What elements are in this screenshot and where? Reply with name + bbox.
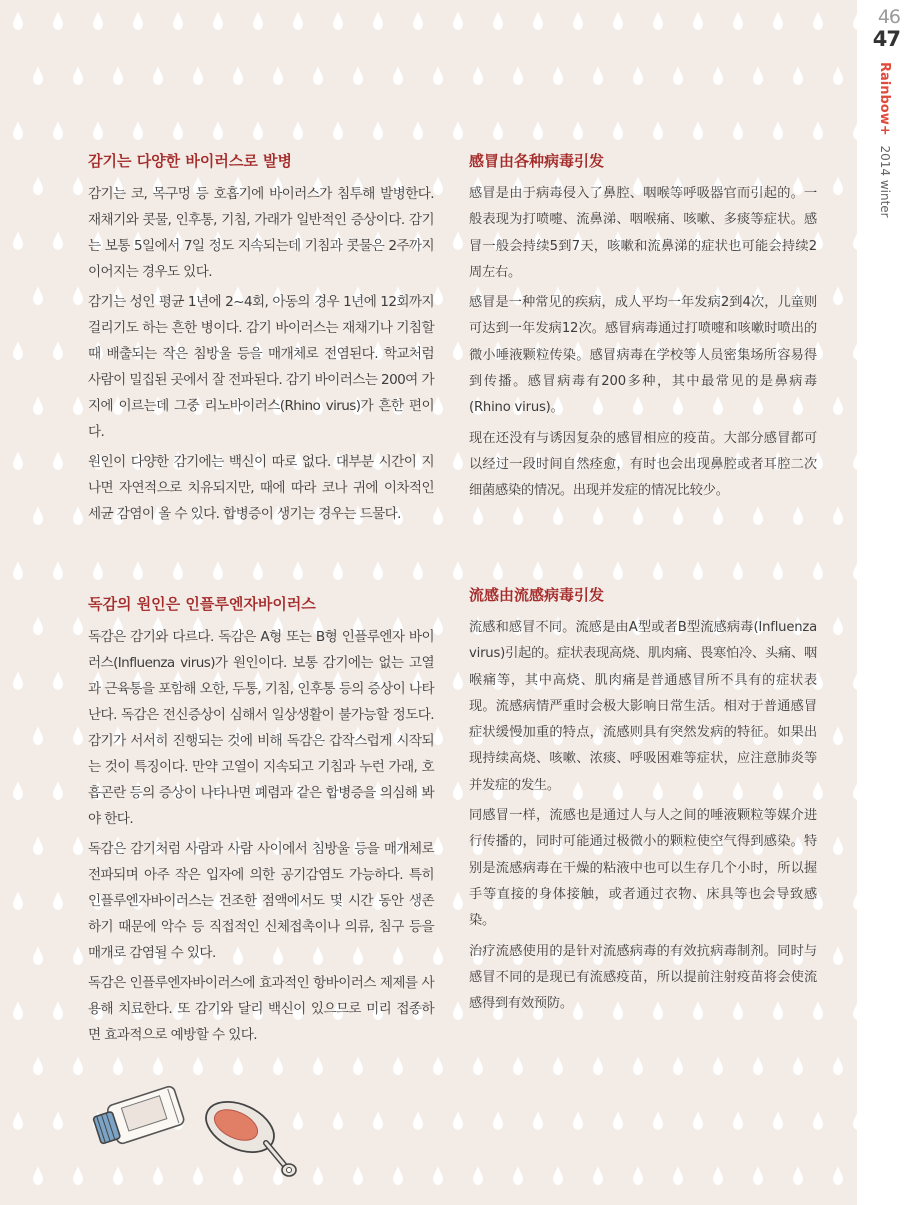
raindrop	[313, 1166, 323, 1185]
raindrop	[633, 1056, 643, 1075]
raindrop	[233, 66, 243, 85]
raindrop	[473, 506, 483, 525]
raindrop	[293, 121, 303, 140]
rainbow-logo: Rainbow+	[877, 62, 892, 136]
raindrop	[613, 561, 623, 580]
raindrop	[73, 1166, 83, 1185]
medicine-bottle-and-spoon-illustration	[90, 1075, 310, 1185]
raindrop	[13, 341, 23, 360]
raindrop	[493, 121, 503, 140]
raindrop	[653, 1111, 663, 1130]
section-title: 流感由流感病毒引发	[469, 586, 605, 604]
paragraph: 感冒是一种常见的疾病，成人平均一年发病2到4次，儿童则可达到一年发病12次。感冒病毒通过打喷嚏和咳嗽时喷出的微小唾液颗粒传染。感冒病毒在学校等人员密集场所容易得到传播。感冒病毒有200多种，其中最常见的是鼻病毒(Rhino virus)。	[469, 295, 817, 416]
raindrop	[693, 11, 703, 30]
raindrop	[693, 1111, 703, 1130]
paragraph: 现在还没有与诱因复杂的感冒相应的疫苗。大部分感冒都可以经过一段时间自然痊愈，有时也会出现鼻腔或者耳腔二次细菌感染的情况。出现并发症的情况比较少。	[469, 430, 817, 499]
section-flu-korean	[88, 593, 434, 1052]
raindrop	[453, 121, 463, 140]
raindrop	[453, 891, 463, 910]
paragraph: 同感冒一样，流感也是通过人与人之间的唾液颗粒等媒介进行传播的，同时可能通过极微小的颗粒使空气得到感染。特别是流感病毒在干燥的粘液中也可以生存几个小时，所以握手等直接的身体接触，或者通过衣物、床具等也会导致感染。	[469, 808, 817, 929]
raindrop	[613, 121, 623, 140]
section-title: 독감의 원인은 인플루엔자바이러스	[88, 595, 316, 613]
paragraph: 원인이 다양한 감기에는 백신이 따로 없다. 대부분 시간이 지나면 자연적으로 치유되지만, 때에 따라 코나 귀에 이차적인 세균 감염이 올 수 있다. 합병증이 생기는 경우는 드물다.	[88, 454, 434, 522]
raindrop	[253, 561, 263, 580]
raindrop	[273, 66, 283, 85]
raindrop	[833, 396, 843, 415]
raindrop	[33, 726, 43, 745]
raindrop	[673, 1166, 683, 1185]
raindrop	[513, 1056, 523, 1075]
raindrop	[73, 726, 83, 745]
raindrop	[553, 66, 563, 85]
raindrop	[193, 66, 203, 85]
raindrop	[33, 946, 43, 965]
raindrop	[453, 1111, 463, 1130]
raindrop	[113, 1056, 123, 1075]
raindrop	[173, 121, 183, 140]
raindrop	[533, 561, 543, 580]
raindrop	[733, 1111, 743, 1130]
raindrop	[293, 11, 303, 30]
raindrop	[313, 66, 323, 85]
raindrop	[73, 66, 83, 85]
raindrop	[593, 66, 603, 85]
raindrop	[773, 121, 783, 140]
raindrop	[553, 1056, 563, 1075]
raindrop	[713, 506, 723, 525]
raindrop	[833, 176, 843, 195]
raindrop	[333, 1111, 343, 1130]
raindrop	[433, 946, 443, 965]
raindrop	[793, 506, 803, 525]
raindrop	[793, 1056, 803, 1075]
raindrop	[633, 506, 643, 525]
raindrop	[13, 891, 23, 910]
raindrop	[673, 506, 683, 525]
raindrop	[53, 121, 63, 140]
raindrop	[33, 506, 43, 525]
raindrop	[833, 66, 843, 85]
raindrop	[353, 1166, 363, 1185]
raindrop	[813, 1111, 823, 1130]
raindrop	[53, 341, 63, 360]
raindrop	[393, 1166, 403, 1185]
raindrop	[53, 891, 63, 910]
raindrop	[453, 231, 463, 250]
paragraph: 治疗流感使用的是针对流感病毒的有效抗病毒制剂。同时与感冒不同的是现已有流感疫苗，所以提前注射疫苗将会使流感得到有效预防。	[469, 943, 817, 1012]
raindrop	[573, 1111, 583, 1130]
raindrop	[53, 561, 63, 580]
raindrop	[573, 121, 583, 140]
raindrop	[153, 1056, 163, 1075]
raindrop	[433, 286, 443, 305]
raindrop	[33, 836, 43, 855]
raindrop	[613, 1111, 623, 1130]
raindrop	[593, 1056, 603, 1075]
raindrop	[153, 66, 163, 85]
raindrop	[573, 11, 583, 30]
raindrop	[373, 11, 383, 30]
raindrop	[573, 561, 583, 580]
raindrop	[833, 726, 843, 745]
raindrop	[393, 1056, 403, 1075]
raindrop	[733, 561, 743, 580]
raindrop	[793, 1166, 803, 1185]
raindrop	[533, 121, 543, 140]
raindrop	[593, 506, 603, 525]
raindrop	[453, 671, 463, 690]
raindrop	[773, 11, 783, 30]
raindrop	[833, 836, 843, 855]
raindrop	[713, 1166, 723, 1185]
raindrop	[73, 1056, 83, 1075]
raindrop	[73, 286, 83, 305]
paragraph: 독감은 감기와 다르다. 독감은 A형 또는 B형 인플루엔자 바이러스(Influenza virus)가 원인이다. 보통 감기에는 없는 고열과 근육통을 포함해 오한, 두통, 기침, 인후통 등의 증상이 나타난다. 독감은 전신증상이 심해서 일상생활이 불가능할 정도다. 감기가 서서히 진행되는 것에 비해 독감은 갑작스럽게 시작되는 것이 특징이다. 만약 고열이 지속되고 기침과 누런 가래, 호흡곤란 등의 증상이 나타나면 폐렴과 같은 합병증을 의심해 봐야 한다.	[88, 629, 434, 827]
paragraph: 감기는 코, 목구멍 등 호흡기에 바이러스가 침투해 발병한다. 재채기와 콧물, 인후통, 기침, 가래가 일반적인 증상이다. 감기는 보통 5일에서 7일 정도 지속되는데 기침과 콧물은 2주까지 이어지는 경우도 있다.	[88, 186, 434, 280]
raindrop	[73, 176, 83, 195]
raindrop	[333, 561, 343, 580]
raindrop	[753, 1166, 763, 1185]
raindrop	[753, 506, 763, 525]
raindrop	[73, 836, 83, 855]
raindrop	[393, 66, 403, 85]
raindrop	[33, 396, 43, 415]
raindrop	[633, 1166, 643, 1185]
raindrop	[513, 506, 523, 525]
raindrop	[333, 11, 343, 30]
raindrop	[433, 1166, 443, 1185]
raindrop	[13, 561, 23, 580]
raindrop	[133, 11, 143, 30]
raindrop	[13, 1111, 23, 1130]
raindrop	[53, 11, 63, 30]
raindrop	[633, 66, 643, 85]
raindrop	[13, 1001, 23, 1020]
raindrop	[553, 1166, 563, 1185]
raindrop	[473, 1166, 483, 1185]
raindrop	[13, 671, 23, 690]
edition-label: 2014 winter	[878, 145, 892, 218]
raindrop	[793, 66, 803, 85]
raindrop	[53, 231, 63, 250]
raindrop	[53, 451, 63, 470]
section-title: 감기는 다양한 바이러스로 발병	[88, 152, 293, 170]
raindrop	[173, 561, 183, 580]
raindrop	[53, 1111, 63, 1130]
page-number-left: 46	[877, 6, 900, 28]
raindrop	[713, 1056, 723, 1075]
paragraph: 독감은 감기처럼 사람과 사람 사이에서 침방울 등을 매개체로 전파되며 아주 작은 입자에 의한 공기감염도 가능하다. 특히 인플루엔자바이러스는 건조한 점액에서도 몇 시간 동안 생존하기 때문에 악수 등 직접적인 신체접촉이나 의류, 침구 등을 매개로 감염될 수 있다.	[88, 841, 434, 961]
raindrop	[813, 561, 823, 580]
section-cold-chinese	[469, 150, 817, 509]
raindrop	[253, 11, 263, 30]
raindrop	[413, 1111, 423, 1130]
raindrop	[373, 1111, 383, 1130]
raindrop	[373, 121, 383, 140]
raindrop	[433, 836, 443, 855]
raindrop	[773, 561, 783, 580]
raindrop	[233, 1056, 243, 1075]
raindrop	[33, 176, 43, 195]
raindrop	[193, 1056, 203, 1075]
raindrop	[653, 121, 663, 140]
raindrop	[493, 1111, 503, 1130]
raindrop	[213, 11, 223, 30]
raindrop	[773, 1111, 783, 1130]
paragraph: 流感和感冒不同。流感是由A型或者B型流感病毒(Influenza virus)引起的。症状表现高烧、肌肉痛、畏寒怕冷、头痛、咽喉痛等，其中高烧、肌肉痛是普通感冒所不具有的症状表现。流感病情严重时会极大影响日常生活。相对于普通感冒症状缓慢加重的特点，流感则具有突然发病的特征。如果出现持续高烧、咳嗽、浓痰、呼吸困难等症状，应注意肺炎等并发症的发生。	[469, 620, 817, 793]
raindrop	[73, 506, 83, 525]
raindrop	[133, 561, 143, 580]
raindrop	[93, 561, 103, 580]
raindrop	[833, 506, 843, 525]
raindrop	[653, 11, 663, 30]
page-number-right: 47	[872, 27, 900, 51]
raindrop	[493, 561, 503, 580]
raindrop	[33, 1056, 43, 1075]
raindrop	[213, 561, 223, 580]
raindrop	[533, 1111, 543, 1130]
raindrop	[113, 66, 123, 85]
raindrop	[753, 1056, 763, 1075]
raindrop	[473, 66, 483, 85]
raindrop	[433, 726, 443, 745]
raindrop	[53, 1001, 63, 1020]
raindrop	[513, 66, 523, 85]
raindrop	[533, 11, 543, 30]
magazine-brand	[877, 62, 892, 218]
raindrop	[433, 66, 443, 85]
raindrop	[33, 66, 43, 85]
raindrop	[73, 396, 83, 415]
raindrop	[833, 1056, 843, 1075]
raindrop	[513, 1166, 523, 1185]
raindrop	[673, 66, 683, 85]
raindrop	[13, 121, 23, 140]
raindrop	[413, 121, 423, 140]
raindrop	[373, 561, 383, 580]
raindrop	[33, 616, 43, 635]
raindrop	[13, 451, 23, 470]
paragraph: 감기는 성인 평균 1년에 2~4회, 아동의 경우 1년에 12회까지 걸리기도 하는 흔한 병이다. 감기 바이러스는 재채기나 기침할 때 배출되는 작은 침방울 등을 매개체로 전염된다. 학교처럼 사람이 밀집된 곳에서 잘 전파된다. 감기 바이러스는 200여 가지에 이르는데 그중 리노바이러스(Rhino virus)가 흔한 편이다.	[88, 294, 434, 440]
raindrop	[713, 66, 723, 85]
raindrop	[613, 11, 623, 30]
raindrop	[213, 121, 223, 140]
raindrop	[453, 1001, 463, 1020]
raindrop	[353, 66, 363, 85]
raindrop	[453, 451, 463, 470]
section-cold-korean	[88, 150, 434, 531]
raindrop	[273, 1056, 283, 1075]
raindrop	[73, 946, 83, 965]
raindrop	[753, 66, 763, 85]
raindrop	[93, 11, 103, 30]
raindrop	[813, 11, 823, 30]
raindrop	[453, 561, 463, 580]
raindrop	[53, 781, 63, 800]
raindrop	[833, 616, 843, 635]
raindrop	[593, 1166, 603, 1185]
raindrop	[253, 121, 263, 140]
raindrop	[453, 341, 463, 360]
raindrop	[833, 946, 843, 965]
raindrop	[833, 286, 843, 305]
raindrop	[453, 781, 463, 800]
raindrop	[353, 1056, 363, 1075]
raindrop	[453, 11, 463, 30]
raindrop	[433, 396, 443, 415]
medicine-bottle-icon	[91, 1085, 185, 1150]
raindrop	[13, 231, 23, 250]
raindrop	[493, 11, 503, 30]
raindrop	[73, 616, 83, 635]
raindrop	[93, 121, 103, 140]
raindrop	[553, 506, 563, 525]
raindrop	[433, 616, 443, 635]
raindrop	[293, 561, 303, 580]
raindrop	[693, 121, 703, 140]
raindrop	[813, 121, 823, 140]
raindrop	[693, 561, 703, 580]
raindrop	[413, 561, 423, 580]
raindrop	[53, 671, 63, 690]
section-title: 感冒由各种病毒引发	[469, 152, 605, 170]
raindrop	[733, 11, 743, 30]
raindrop	[33, 1166, 43, 1185]
raindrop	[413, 11, 423, 30]
raindrop	[433, 506, 443, 525]
raindrop	[33, 286, 43, 305]
raindrop	[433, 176, 443, 195]
raindrop	[473, 1056, 483, 1075]
raindrop	[133, 121, 143, 140]
raindrop	[833, 1166, 843, 1185]
raindrop	[673, 1056, 683, 1075]
raindrop	[733, 121, 743, 140]
raindrop	[13, 781, 23, 800]
section-flu-chinese	[469, 584, 817, 1021]
spoon-icon	[198, 1092, 296, 1176]
paragraph: 感冒是由于病毒侵入了鼻腔、咽喉等呼吸器官而引起的。一般表现为打喷嚏、流鼻涕、咽喉痛、咳嗽、多痰等症状。感冒一般会持续5到7天，咳嗽和流鼻涕的症状也可能会持续2周左右。	[469, 186, 817, 280]
raindrop	[333, 121, 343, 140]
raindrop	[653, 561, 663, 580]
paragraph: 독감은 인플루엔자바이러스에 효과적인 항바이러스 제제를 사용해 치료한다. 또 감기와 달리 백신이 있으므로 미리 접종하면 효과적으로 예방할 수 있다.	[88, 975, 434, 1043]
raindrop	[313, 1056, 323, 1075]
raindrop	[13, 11, 23, 30]
raindrop	[173, 11, 183, 30]
raindrop	[433, 1056, 443, 1075]
